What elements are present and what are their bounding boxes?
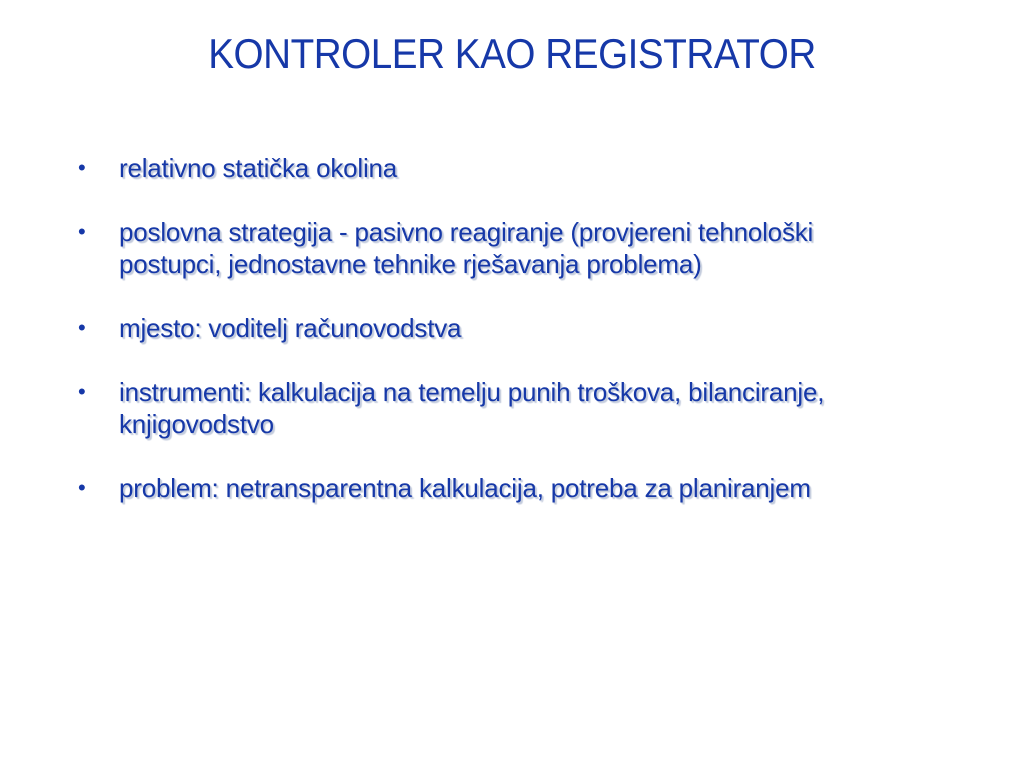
bullet-item	[74, 152, 874, 184]
bullet-text: poslovna strategija - pasivno reagiranje (provjereni tehnološki postupci, jednostavne tehnike rješavanja problema)	[119, 217, 814, 279]
bullet-text: relativno statička okolina	[119, 153, 398, 183]
bullet-list	[74, 152, 874, 536]
slide-title: KONTROLER KAO REGISTRATOR	[208, 30, 816, 77]
bullet-item	[74, 312, 874, 344]
bullet-dot-icon: •	[78, 155, 86, 180]
bullet-dot-icon: •	[78, 219, 86, 244]
bullet-item	[74, 472, 874, 504]
bullet-text: mjesto: voditelj računovodstva	[119, 313, 462, 343]
bullet-item	[74, 376, 874, 440]
bullet-text: instrumenti: kalkulacija na temelju punih troškova, bilanciranje, knjigovodstvo	[119, 377, 825, 439]
bullet-dot-icon: •	[78, 475, 86, 500]
bullet-item	[74, 216, 874, 280]
bullet-dot-icon: •	[78, 379, 86, 404]
bullet-dot-icon: •	[78, 315, 86, 340]
bullet-text: problem: netransparentna kalkulacija, potreba za planiranjem	[119, 473, 811, 503]
